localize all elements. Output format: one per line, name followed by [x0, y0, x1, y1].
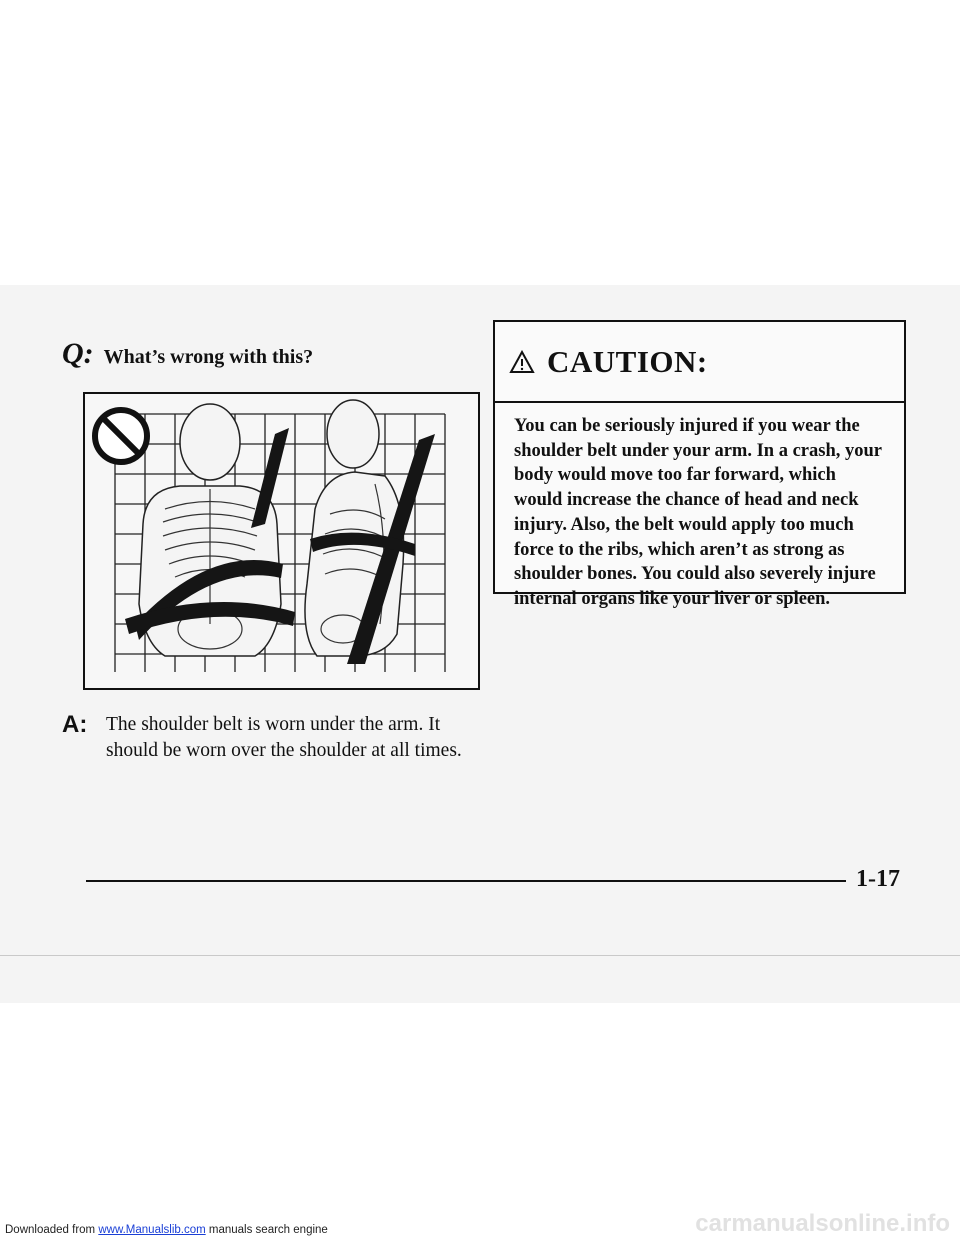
download-footer: [5, 1224, 328, 1236]
caution-title: CAUTION:: [547, 343, 708, 379]
footer-prefix: Downloaded from: [5, 1224, 99, 1236]
seatbelt-illustration: [83, 392, 480, 690]
question: [62, 337, 313, 371]
question-text: What’s wrong with this?: [103, 346, 314, 368]
footer-suffix: manuals search engine: [205, 1224, 328, 1236]
answer-marker: A:: [62, 711, 88, 738]
footer-rule: [86, 880, 846, 882]
manualslib-link[interactable]: www.Manualslib.com: [98, 1224, 206, 1236]
watermark: carmanualsonline.info: [695, 1210, 950, 1237]
page-number: 1-17: [856, 866, 900, 892]
caution-text: You can be seriously injured if you wear the shoulder belt under your arm. In a crash, your body would move too far forward, which would increase the chance of head and neck injury. Also, the belt would apply too much force to the ribs, which aren’t as strong as shoulder bones. You could also severely injure internal organs like your liver or spleen.: [514, 416, 882, 609]
answer: [62, 712, 492, 764]
question-marker: Q:: [62, 337, 94, 370]
warning-triangle-icon: [509, 350, 535, 374]
skeleton-belt-figure: [85, 394, 478, 688]
prohibited-icon: [95, 410, 147, 462]
caution-box: [493, 320, 906, 609]
page-edge-line: [0, 955, 960, 956]
answer-text: The shoulder belt is worn under the arm. It should be worn over the shoulder at all times.: [106, 714, 462, 761]
caution-header: [495, 322, 904, 403]
side-figure: [305, 400, 404, 656]
